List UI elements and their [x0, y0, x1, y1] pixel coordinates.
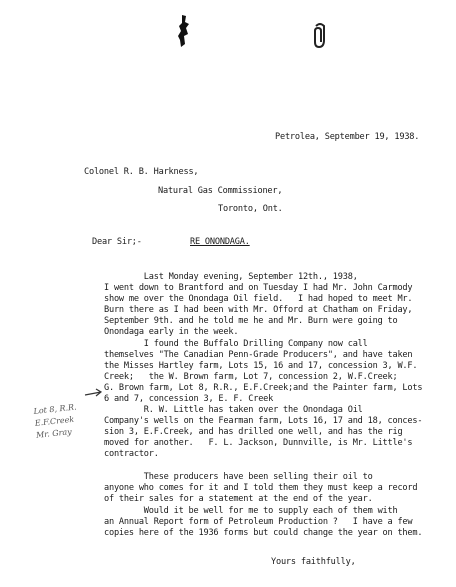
body-line: sion 3, E.F.Creek, and has drilled one well, and has the rig: [104, 427, 403, 437]
body-line: Burn there as I had been with Mr. Offord at Chatham on Friday,: [104, 305, 413, 315]
recipient-title: Natural Gas Commissioner,: [158, 186, 283, 196]
ink-mark-icon: [176, 14, 194, 48]
body-line: Last Monday evening, September 12th., 1938,: [104, 272, 358, 282]
closing: Yours faithfully,: [271, 557, 356, 567]
body-line: the Misses Hartley farm, Lots 15, 16 and 17, concession 3, W.F.: [104, 361, 418, 371]
body-line: September 9th. and he told me he and Mr. Burn were going to: [104, 316, 398, 326]
margin-note-line: Mr. Gray: [35, 427, 73, 440]
margin-note-line: E.F.Creek: [34, 414, 75, 428]
body-line: I went down to Brantford and on Tuesday I had Mr. John Carmody: [104, 283, 413, 293]
margin-note: [33, 401, 80, 441]
body-line: contractor.: [104, 449, 159, 459]
salutation: Dear Sir;-: [92, 237, 142, 247]
body-line: anyone who comes for it and I told them they must keep a record: [104, 483, 418, 493]
body-line: copies here of the 1936 forms but could change the year on them.: [104, 528, 423, 538]
body-line: Company's wells on the Fearman farm, Lots 16, 17 and 18, conces-: [104, 416, 423, 426]
body-line: of their sales for a statement at the end of the year.: [104, 494, 373, 504]
body-line: show me over the Onondaga Oil field. I had hoped to meet Mr.: [104, 294, 413, 304]
date-line: Petrolea, September 19, 1938.: [275, 132, 420, 142]
arrow-icon: [84, 387, 104, 399]
body-line: themselves "The Canadian Penn-Grade Producers", and have taken: [104, 350, 413, 360]
body-line: Would it be well for me to supply each of them with: [104, 506, 398, 516]
body-line: G. Brown farm, Lot 8, R.R., E.F.Creek;and the Painter farm, Lots: [104, 383, 423, 393]
body-line: Creek; the W. Brown farm, Lot 7, concession 2, W.F.Creek;: [104, 372, 398, 382]
recipient-city: Toronto, Ont.: [218, 204, 283, 214]
body-line: an Annual Report form of Petroleum Production ? I have a few: [104, 517, 413, 527]
body-line: I found the Buffalo Drilling Company now call: [104, 339, 368, 349]
margin-note-line: Lot 8, R.R.: [33, 402, 78, 416]
recipient-name: Colonel R. B. Harkness,: [84, 167, 199, 177]
body-line: Onondaga early in the week.: [104, 327, 239, 337]
body-line: These producers have been selling their oil to: [104, 472, 373, 482]
body-line: R. W. Little has taken over the Onondaga Oil: [104, 405, 363, 415]
subject-line: RE ONONDAGA.: [190, 237, 250, 247]
paper-clip-icon: [312, 22, 328, 50]
body-line: moved for another. F. L. Jackson, Dunnville, is Mr. Little's: [104, 438, 413, 448]
body-line: 6 and 7, concession 3, E. F. Creek: [104, 394, 274, 404]
